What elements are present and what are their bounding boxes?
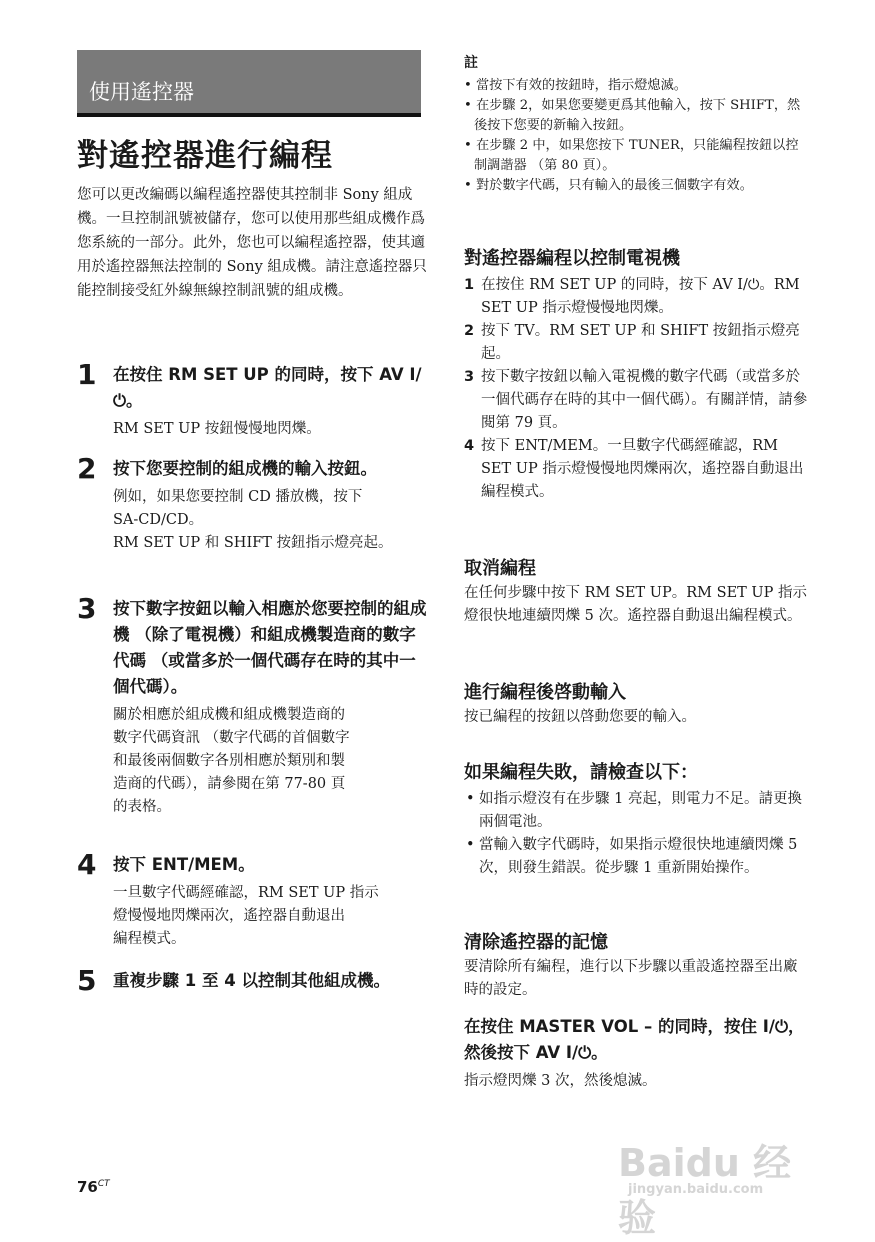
note-title: 註 <box>464 55 478 71</box>
step-5 <box>77 964 427 997</box>
note-item: • 在步驟 2 中，如果您按下 TUNER，只能編程按鈕以控制調諧器 （第 80 頁）。 <box>464 138 799 173</box>
page-number: $76^{CT}$ <box>77 1178 110 1196</box>
clear-section <box>464 930 809 1093</box>
watermark-url: jingyan.baidu.com <box>628 1182 764 1197</box>
step-body <box>113 704 427 819</box>
step-number: 4 <box>77 848 97 881</box>
clear-section-title: 清除遙控器的記憶 <box>464 932 608 953</box>
step-body-line: 燈慢慢地閃爍兩次，遙控器自動退出 <box>113 908 345 924</box>
tv-section-title: 對遙控器編程以控制電視機 <box>464 248 680 269</box>
step-body-line: SA-CD/CD。 <box>113 512 204 528</box>
watermark-logo: Baidu 经验 <box>618 1141 792 1240</box>
activate-section <box>464 680 809 729</box>
note-item: • 當按下有效的按鈕時，指示燈熄滅。 <box>464 78 687 93</box>
note-item: • 在步驟 2，如果您要變更爲其他輸入，按下 SHIFT，然後按下您要的新輸入按鈕。 <box>464 98 801 133</box>
step-body-line: RM SET UP 和 SHIFT 按鈕指示燈亮起。 <box>113 535 393 551</box>
tv-section <box>464 246 809 504</box>
step-body-line: 編程模式。 <box>113 931 186 947</box>
step-body-line: 造商的代碼），請參閱在第 77-80 頁 <box>113 776 346 792</box>
step-number: 1 <box>77 358 97 391</box>
activate-section-title: 進行編程後啓動輸入 <box>464 682 626 703</box>
step-body <box>113 418 427 441</box>
step-2 <box>77 452 427 555</box>
step-body <box>113 486 427 555</box>
clear-sub-body: 指示燈閃爍 3 次，然後熄滅。 <box>464 1073 657 1089</box>
section-banner <box>77 50 421 114</box>
step-body-line: 例如，如果您要控制 CD 播放機，按下 <box>113 489 363 505</box>
step-body-line: 和最後兩個數字各別相應於類別和製 <box>113 753 345 769</box>
tv-step: 1 在按住 RM SET UP 的同時，按下 AV I/⏻。RM SET UP 指示燈慢慢地閃爍。 <box>464 277 800 316</box>
clear-section-body: 要清除所有編程，進行以下步驟以重設遙控器至出廠時的設定。 <box>464 959 798 998</box>
clear-subheading: 在按住 MASTER VOL – 的同時，按住 I/⏻，然後按下 AV I/⏻。 <box>464 1017 805 1062</box>
step-body-line: RM SET UP 按鈕慢慢地閃爍。 <box>113 421 321 437</box>
cancel-section <box>464 556 809 628</box>
step-heading: 按下數字按鈕以輸入相應於您要控制的組成機 （除了電視機）和組成機製造商的數字代碼 （或當多於一個代碼存在時的其中一個代碼）。 <box>113 599 427 696</box>
step-heading: 按下 ENT/MEM。 <box>113 855 255 874</box>
note-list <box>464 76 809 196</box>
step-body-line: 數字代碼資訊 （數字代碼的首個數字 <box>113 730 350 746</box>
tv-steps-list <box>464 274 809 504</box>
step-body-line: 一旦數字代碼經確認，RM SET UP 指示 <box>113 885 379 901</box>
tv-step: 2 按下 TV。RM SET UP 和 SHIFT 按鈕指示燈亮起。 <box>464 323 800 362</box>
step-4 <box>77 848 427 951</box>
step-number: 5 <box>77 964 97 997</box>
step-number: 3 <box>77 592 97 625</box>
step-3 <box>77 592 427 819</box>
page-suffix: CT <box>97 1179 110 1189</box>
note-block <box>464 52 809 196</box>
fail-checklist <box>464 788 809 880</box>
step-heading: 重複步驟 1 至 4 以控制其他組成機。 <box>113 971 390 990</box>
activate-section-body: 按已編程的按鈕以啓動您要的輸入。 <box>464 709 696 725</box>
tv-step: 3 按下數字按鈕以輸入電視機的數字代碼（或當多於一個代碼存在時的其中一個代碼）。有關詳情，請參閱第 79 頁。 <box>464 369 808 431</box>
cancel-section-title: 取消編程 <box>464 558 536 579</box>
fail-section <box>464 760 809 880</box>
tv-step: 4 按下 ENT/MEM。一旦數字代碼經確認，RM SET UP 指示燈慢慢地閃爍兩次，遙控器自動退出編程模式。 <box>464 438 804 500</box>
intro-paragraph: 您可以更改編碼以編程遙控器使其控制非 Sony 組成機。一旦控制訊號被儲存，您可以使用那些組成機作爲您系統的一部分。此外，您也可以編程遙控器，使其適用於遙控器無法控制的 Sony 組成機。請注意遙控器只能控制接受紅外線無線控制訊號的組成機。 <box>77 187 427 299</box>
step-heading: 按下您要控制的組成機的輸入按鈕。 <box>113 459 377 478</box>
step-body-line: 關於相應於組成機和組成機製造商的 <box>113 707 345 723</box>
step-1 <box>77 358 427 441</box>
fail-section-title: 如果編程失敗，請檢查以下： <box>464 762 698 783</box>
watermark <box>618 1132 818 1240</box>
cancel-section-body: 在任何步驟中按下 RM SET UP。RM SET UP 指示燈很快地連續閃爍 5 次。遙控器自動退出編程模式。 <box>464 585 808 624</box>
step-body-line: 的表格。 <box>113 799 171 815</box>
note-item: • 對於數字代碼，只有輸入的最後三個數字有效。 <box>464 178 753 193</box>
page-title: 對遙控器進行編程 <box>77 138 333 174</box>
banner-divider <box>77 113 421 117</box>
section-banner-label: 使用遙控器 <box>89 80 194 104</box>
step-number: 2 <box>77 452 97 485</box>
step-body <box>113 882 427 951</box>
step-heading: 在按住 RM SET UP 的同時，按下 AV I/⏻。 <box>113 365 422 410</box>
fail-item: • 如指示燈沒有在步驟 1 亮起，則電力不足。請更換兩個電池。 <box>464 788 809 834</box>
fail-item: • 當輸入數字代碼時，如果指示燈很快地連續閃爍 5 次，則發生錯誤。從步驟 1 重新開始操作。 <box>464 834 809 880</box>
